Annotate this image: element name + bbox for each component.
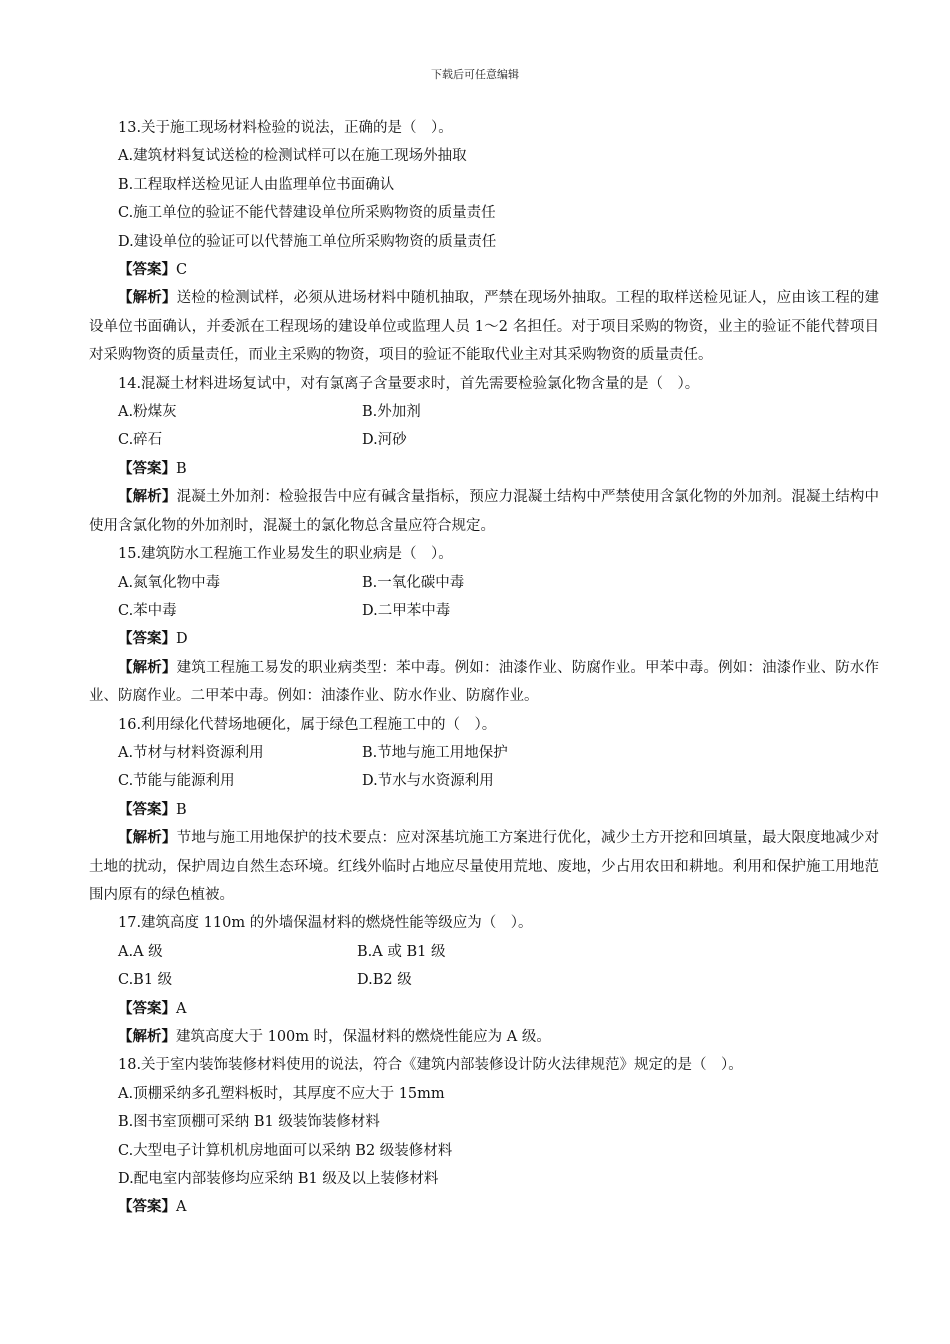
answer-value: A — [176, 1000, 187, 1017]
question-16-option-d: D.节水与水资源利用 — [362, 773, 494, 790]
explanation-text: 送检的检测试样，必须从进场材料中随机抽取，严禁在现场外抽取。工程的取样送检见证人，应由该工程的建设单位书面确认，并委派在工程现场的建设单位或监理人员 1～2 名担任。对于项目采购的物资，业主的验证不能代替项目对采购物资的质量责任，而业主采购的物资，项目的验证不能取代业主对其采购物资的质量责任。 — [89, 290, 880, 364]
explanation-label: 【解析】 — [118, 289, 177, 307]
question-14-option-b: B.外加剂 — [362, 404, 421, 421]
question-17-answer — [89, 995, 879, 1023]
answer-value: B — [176, 801, 187, 818]
question-17-option-d: D.B2 级 — [357, 972, 412, 989]
answer-value: C — [176, 262, 188, 279]
answer-label: 【答案】 — [118, 459, 176, 477]
question-15-option-d: D.二甲苯中毒 — [362, 602, 451, 619]
question-16-option-a: A.节材与材料资源利用 — [118, 744, 264, 761]
answer-label: 【答案】 — [118, 630, 176, 648]
explanation-text: 建筑高度大于 100m 时，保温材料的燃烧性能应为 A 级。 — [176, 1029, 551, 1045]
explanation-text: 建筑工程施工易发的职业病类型：苯中毒。例如：油漆作业、防腐作业。甲苯中毒。例如：油漆作业、防水作业、防腐作业。二甲苯中毒。例如：油漆作业、防水作业、防腐作业。 — [89, 659, 880, 705]
question-13-answer — [89, 256, 879, 284]
answer-value: B — [176, 460, 187, 477]
question-15-stem: 15.建筑防水工程施工作业易发生的职业病是（ ）。 — [118, 546, 453, 563]
question-15-options-row-1 — [89, 569, 879, 597]
question-15-option-b: B.一氧化碳中毒 — [362, 574, 465, 591]
question-17-option-a: A.A 级 — [118, 943, 163, 960]
question-13-option-b: B.工程取样送检见证人由监理单位书面确认 — [118, 176, 395, 193]
explanation-label: 【解析】 — [118, 658, 177, 676]
answer-label: 【答案】 — [118, 1198, 176, 1216]
explanation-text: 混凝土外加剂：检验报告中应有碱含量指标，预应力混凝土结构中严禁使用含氯化物的外加剂。混凝土结构中使用含氯化物的外加剂时，混凝土的氯化物总含量应符合规定。 — [89, 489, 880, 534]
question-17-explanation — [89, 1023, 879, 1051]
question-18-answer — [89, 1193, 879, 1221]
question-16-stem: 16.利用绿化代替场地硬化，属于绿色工程施工中的（ ）。 — [118, 716, 497, 733]
question-17-option-c: C.B1 级 — [118, 972, 173, 989]
explanation-label: 【解析】 — [118, 488, 177, 506]
question-14-option-a: A.粉煤灰 — [118, 404, 177, 421]
answer-label: 【答案】 — [118, 800, 176, 818]
explanation-text: 节地与施工用地保护的技术要点：应对深基坑施工方案进行优化，减少土方开挖和回填量，最大限度地减少对土地的扰动，保护周边自然生态环境。红线外临时占地应尽量使用荒地、废地，少占用农田和耕地。利用和保护施工用地范围内原有的绿色植被。 — [89, 830, 880, 903]
question-15-option-a: A.氮氧化物中毒 — [118, 574, 221, 591]
question-13-option-c: C.施工单位的验证不能代替建设单位所采购物资的质量责任 — [118, 205, 496, 222]
question-14-options-row-1 — [89, 398, 879, 426]
question-15-options-row-2 — [89, 597, 879, 625]
question-13-option-d: D.建设单位的验证可以代替施工单位所采购物资的质量责任 — [118, 233, 497, 250]
question-16-option-b: B.节地与施工用地保护 — [362, 744, 508, 761]
answer-value: D — [176, 631, 188, 648]
question-16-options-row-2 — [89, 767, 879, 795]
question-18-option-d: D.配电室内部装修均应采纳 B1 级及以上装修材料 — [118, 1171, 439, 1188]
question-15-explanation — [89, 654, 879, 711]
explanation-label: 【解析】 — [118, 829, 177, 847]
question-18-option-c: C.大型电子计算机机房地面可以采纳 B2 级装修材料 — [118, 1142, 453, 1159]
question-14-option-c: C.碎石 — [118, 432, 163, 449]
answer-value: A — [176, 1199, 187, 1216]
question-17-options-row-2 — [89, 966, 879, 994]
question-16-answer — [89, 796, 879, 824]
question-15-answer — [89, 625, 879, 653]
question-13-stem: 13.关于施工现场材料检验的说法，正确的是（ ）。 — [118, 120, 453, 136]
question-14-explanation — [89, 483, 879, 540]
question-17-option-b: B.A 或 B1 级 — [357, 943, 446, 960]
question-16-options-row-1 — [89, 739, 879, 767]
page-header: 下载后可任意编辑 — [431, 68, 519, 81]
question-13-explanation — [89, 284, 879, 369]
question-14-option-d: D.河砂 — [362, 432, 407, 449]
question-17-options-row-1 — [89, 938, 879, 966]
question-18-option-a: A.顶棚采纳多孔塑料板时，其厚度不应大于 15mm — [118, 1085, 445, 1102]
answer-label: 【答案】 — [118, 261, 176, 279]
question-16-option-c: C.节能与能源利用 — [118, 773, 235, 790]
question-14-stem: 14.混凝土材料进场复试中，对有氯离子含量要求时，首先需要检验氯化物含量的是（ ）。 — [118, 375, 700, 392]
question-18-option-b: B.图书室顶棚可采纳 B1 级装饰装修材料 — [118, 1114, 380, 1131]
question-13-option-a: A.建筑材料复试送检的检测试样可以在施工现场外抽取 — [118, 148, 467, 165]
document-body — [89, 114, 879, 1222]
answer-label: 【答案】 — [118, 999, 176, 1017]
question-14-options-row-2 — [89, 426, 879, 454]
question-14-answer — [89, 455, 879, 483]
question-16-explanation — [89, 824, 879, 909]
question-17-stem: 17.建筑高度 110m 的外墙保温材料的燃烧性能等级应为（ ）。 — [118, 915, 533, 932]
question-18-stem: 18.关于室内装饰装修材料使用的说法，符合《建筑内部装修设计防火法律规范》规定的是（ ）。 — [118, 1057, 743, 1074]
explanation-label: 【解析】 — [118, 1028, 176, 1045]
question-15-option-c: C.苯中毒 — [118, 602, 177, 619]
